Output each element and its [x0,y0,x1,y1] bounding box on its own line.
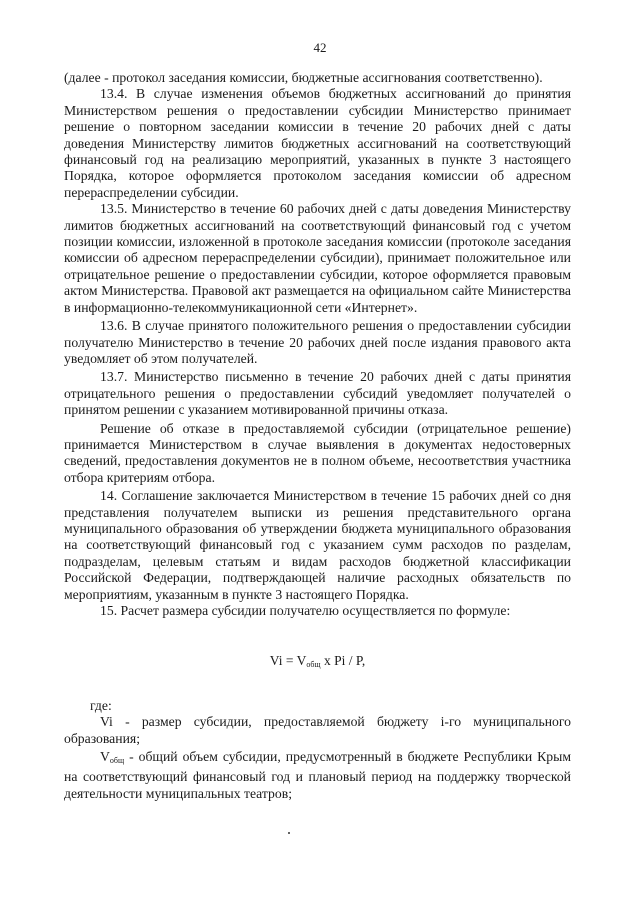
definition-v-symbol: V [100,749,110,765]
paragraph-13-4: 13.4. В случае изменения объемов бюджетных ассигнований до принятия Министерством решения о предоставлении субсидии Министерство принимает решение о повторном заседании комиссии в течение 20 рабочих дней с даты доведения Министерству лимитов бюджетных ассигнований на соответствующий финансовый год на реализацию мероприятий, указанных в пункте 3 настоящего Порядка, которое оформляется протоколом заседания комиссии об адресном перераспределении субсидии. [64,86,571,200]
definitions-intro: где: [90,697,112,713]
page-number: 42 [313,40,327,55]
paragraph-13-6: 13.6. В случае принятого положительного решения о предоставлении субсидии получателю Министерство в течение 20 рабочих дней после издания правового акта уведомляет об этом получателей. [64,318,571,366]
paragraph-13-5: 13.5. Министерство в течение 60 рабочих дней с даты доведения Министерству лимитов бюджетных ассигнований на соответствующий финансовый год с учетом позиции комиссии, изложенной в протоколе заседания комиссии (протоколе заседания комиссии об адресном перераспределении субсидии), принимает положительное или отрицательное решение о предоставлении субсидии, которое оформляется правовым актом Министерства. Правовой акт размещается на официальном сайте Министерства в информационно-телекоммуникационной сети «Интернет». [64,201,571,315]
formula-rhs: x Pi / P, [320,653,366,669]
subsidy-formula [64,653,571,673]
paragraph-14: 14. Соглашение заключается Министерством в течение 15 рабочих дней со дня представления получателем выписки из решения представительного органа муниципального образования об утверждении бюджета муниципального образования на соответствующий финансовый год с указанием сумм расходов по разделам, подразделам, целевым статьям и видам расходов бюджетной классификации Российской Федерации, подтверждающей наличие расходных обязательств по мероприятиям, указанным в пункте 3 настоящего Порядка. [64,488,571,602]
paragraph-15: 15. Расчет размера субсидии получателю осуществляется по формуле: [100,603,511,618]
paragraph-13-7: 13.7. Министерство письменно в течение 20 рабочих дней с даты принятия отрицательного решения о предоставлении субсидий уведомляет получателей о принятом решении с указанием мотивированной причины отказа. [64,369,571,418]
scan-dot-mark [288,832,290,834]
definition-v-total [64,749,571,802]
paragraph-refusal: Решение об отказе в предоставляемой субсидии (отрицательное решение) принимается Министерством в случае выявления в документах недостоверных сведений, предоставления документов не в полном объеме, несоответствия участника отбора критериям отбора. [64,420,571,485]
definition-v-subscript: общ [109,756,125,766]
document-body [64,70,571,802]
definition-vi: Vi - размер субсидии, предоставляемой бюджету i-го муниципального образования; [64,714,571,746]
paragraph-continuation: (далее - протокол заседания комиссии, бюджетные ассигнования соответственно). [64,70,543,85]
definition-v-text: - общий объем субсидии, предусмотренный в бюджете Республики Крым на соответствующий финансовый год и плановый период на поддержку творческой деятельности муниципальных театров; [64,749,571,801]
formula-lhs-subscript: общ [306,660,321,670]
formula-lhs: Vi = V [269,653,307,669]
